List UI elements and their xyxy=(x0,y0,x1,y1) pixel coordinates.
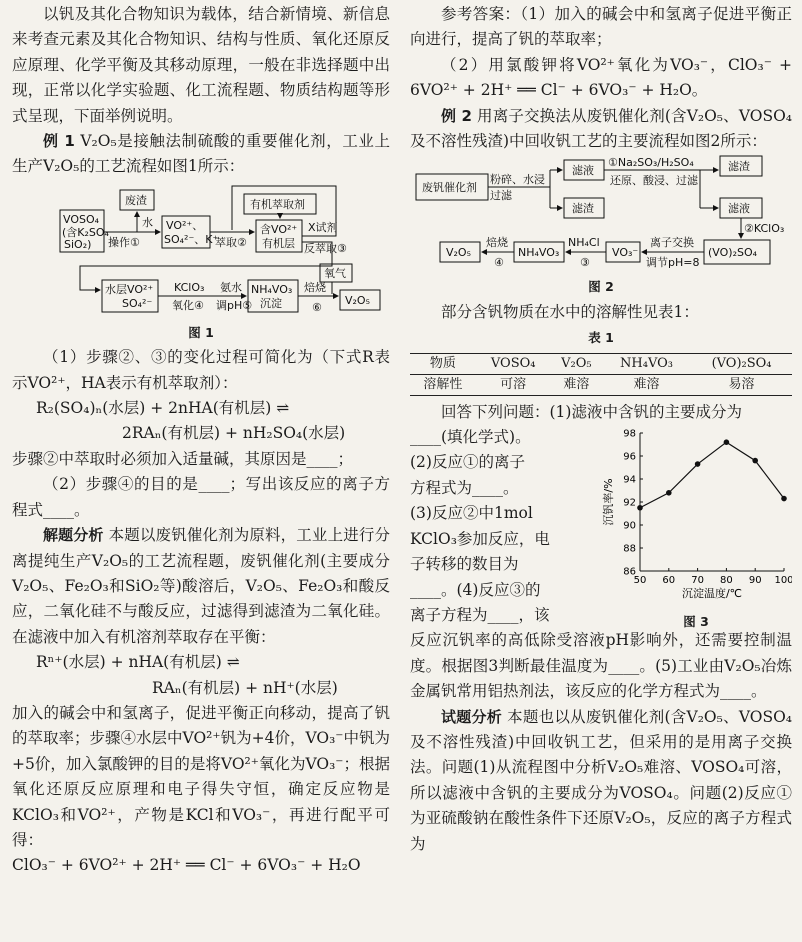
fig2-step1: ①Na₂SO₃/H₂SO₄ xyxy=(608,156,694,170)
fig1-o2: 氧气 xyxy=(324,266,346,280)
question2-text: （2）步骤④的目的是____；写出该反应的离子方程式____。 xyxy=(12,475,390,519)
figure2-flowchart xyxy=(410,154,792,299)
answer-label: 参考答案： xyxy=(441,5,521,23)
answer2-text: （2）用氯酸钾将VO²⁺氧化为VO₃⁻，ClO₃⁻ + 6VO²⁺ + 2H⁺ ══ Cl⁻ + 6VO₃⁻ + H₂O。 xyxy=(410,55,792,100)
questions-wrapped xyxy=(410,425,550,628)
x-tick-label: 50 xyxy=(633,575,647,587)
equation2-line1: Rⁿ⁺(水层) + nHA(有机层) ⇌ xyxy=(36,653,240,672)
table-header-cell: VOSO₄ xyxy=(476,353,551,374)
example2-paragraph xyxy=(410,104,792,155)
fig2-nh4vo3: NH₄VO₃ xyxy=(518,246,560,260)
fig1-voso4-1: VOSO₄ xyxy=(63,212,100,226)
y-axis-label: 沉钒率/% xyxy=(602,478,615,526)
question1-text: （1）步骤②、③的变化过程可简化为（下式R表示VO²⁺，HA表示有机萃取剂）： xyxy=(12,348,390,392)
fig1-v2o5: V₂O₅ xyxy=(345,293,371,307)
answer-paragraph xyxy=(410,2,792,53)
table-header-cell: V₂O₅ xyxy=(551,353,602,374)
analysis-continued: 加入的碱会中和氢离子，促进平衡正向移动，提高了钒的萃取率；步骤④水层中VO²⁺钒为+4价，VO₃⁻中钒为+5价，加入氯酸钾的目的是将VO²⁺氧化为VO₃⁻；根据氧化还原反应原理和电子得失守恒，确定反应物是KClO₃和VO²⁺，产物是KCl和VO₃⁻，再进行配平可得： xyxy=(12,703,390,849)
fig1-feiza: 废渣 xyxy=(125,193,147,207)
question1-reason: 步骤②中萃取时必须加入适量碱，其原因是____； xyxy=(12,449,354,468)
analysis-text: 本题以废钒催化剂为原料，工业上进行分离提纯生产V₂O₅的工艺流程题，废钒催化剂(主要成分V₂O₅、Fe₂O₃和SiO₂等)酸溶后，V₂O₅、Fe₂O₃和酸反应，二氧化硅不与酸反应，过滤得到滤渣为二氧化硅。在滤液中加入有机溶剂萃取存在平衡： xyxy=(12,526,390,646)
fig1-ox4: 氧化④ xyxy=(172,298,204,312)
table-cell: 易溶 xyxy=(691,374,792,395)
data-point xyxy=(781,496,787,502)
x-tick-label: 70 xyxy=(691,575,704,587)
question-line: ____(填化学式)。 xyxy=(410,428,531,447)
table-header-cell: NH₄VO₃ xyxy=(602,353,691,374)
fig1-rev3: 反萃取③ xyxy=(304,241,347,255)
figure1-flowchart xyxy=(12,180,390,345)
data-point xyxy=(724,439,730,445)
fig2-step1b: 还原、酸浸、过滤 xyxy=(610,174,698,188)
questions-with-chart xyxy=(410,425,792,628)
table-header-cell: (VO)₂SO₄ xyxy=(691,353,792,374)
table-cell: 难溶 xyxy=(602,374,691,395)
fig1-organic: 有机萃取剂 xyxy=(250,197,305,211)
fig1-ext2: 萃取② xyxy=(215,235,247,249)
example1-label: 例 1 xyxy=(43,132,75,151)
question-line: KClO₃参加反应，电 xyxy=(410,529,550,548)
fig2-lv2: 滤液 xyxy=(728,202,750,216)
fig2-step4: ④ xyxy=(494,256,504,270)
fig1-ph5: 调pH⑤ xyxy=(216,298,253,312)
fig2-lz1: 滤渣 xyxy=(572,202,594,216)
fig2-calc: 焙烧 xyxy=(486,236,508,250)
data-point xyxy=(637,505,643,511)
table1-caption: 表 1 xyxy=(588,330,614,346)
question-line: 离子方程为____，该 xyxy=(410,605,550,624)
fig2-filter: 过滤 xyxy=(490,189,512,203)
fig1-op1: 操作① xyxy=(108,235,140,249)
example2-text: 用离子交换法从废钒催化剂(含V₂O₅、VOSO₄及不溶性残渣)中回收钒工艺的主要流程如图2所示： xyxy=(410,106,792,151)
y-tick-label: 94 xyxy=(623,474,636,486)
example2-label: 例 2 xyxy=(441,106,472,125)
data-point xyxy=(752,458,758,464)
intro-paragraph: 以钒及其化合物知识为载体，结合新情境、新信息来考查元素及其化合物知识、结构与性质、氧化还原反应原理、化学平衡及其移动原理，一般在非选择题中出现，正常以化学实验题、化工流程题、物质结构题等形式呈现，下面举例说明。 xyxy=(12,5,390,125)
y-tick-label: 88 xyxy=(623,543,636,555)
fig1-nh4vo3-1: NH₄VO₃ xyxy=(251,282,293,296)
table-intro: 部分含钒物质在水中的溶解性见表1： xyxy=(441,302,699,321)
fig1-kclo3: KClO₃ xyxy=(174,280,205,294)
left-column xyxy=(12,2,390,879)
fig2-lv1: 滤液 xyxy=(572,164,594,178)
example1-text: V₂O₅是接触法制硫酸的重要催化剂，工业上生产V₂O₅的工艺流程如图1所示： xyxy=(12,132,390,176)
fig1-aq-2: SO₄²⁻ xyxy=(122,296,153,310)
y-tick-label: 92 xyxy=(623,497,636,509)
solubility-table xyxy=(410,353,792,396)
fig2-vo3: VO₃⁻ xyxy=(612,246,639,260)
fig1-xreag: X试剂 xyxy=(308,220,338,234)
analysis2-paragraph xyxy=(410,705,792,857)
question-line: 子转移的数目为 xyxy=(410,555,519,574)
x-tick-label: 90 xyxy=(748,575,762,587)
fig2-v2o5: V₂O₅ xyxy=(446,246,472,260)
table-header-cell: 物质 xyxy=(410,353,476,374)
x-axis-label: 沉淀温度/℃ xyxy=(681,587,743,600)
fig1-voso4-2: (含K₂SO₄ xyxy=(62,225,109,239)
figure3-caption: 图 3 xyxy=(683,614,709,630)
series-line xyxy=(640,442,784,508)
equation1-line2: 2RAₙ(有机层) + nH₂SO₄(水层) xyxy=(122,424,346,443)
fig2-feifan: 废钒催化剂 xyxy=(422,181,477,195)
question-line: 方程式为____。 xyxy=(410,478,519,497)
fig1-water: 水 xyxy=(142,215,153,229)
figure1-caption: 图 1 xyxy=(188,324,214,340)
table-cell: 难溶 xyxy=(551,374,602,395)
x-tick-label: 80 xyxy=(720,575,733,587)
data-point xyxy=(695,461,701,467)
right-column xyxy=(410,2,792,857)
table-cell: 可溶 xyxy=(476,374,551,395)
fig1-hanv-1: 含VO²⁺ xyxy=(260,222,298,236)
figure2-caption: 图 2 xyxy=(588,279,614,295)
fig1-vo2-2: SO₄²⁻、K⁺ xyxy=(164,232,219,246)
figure1-svg xyxy=(12,180,390,320)
analysis-label: 解题分析 xyxy=(43,526,104,545)
answer1-text: （1）加入的碱会中和氢离子促进平衡正向进行，提高了钒的萃取率； xyxy=(410,5,792,49)
example1-paragraph xyxy=(12,129,390,180)
fig2-ionex: 离子交换 xyxy=(650,236,694,250)
analysis2-label: 试题分析 xyxy=(441,707,502,726)
fig1-calc: 焙烧 xyxy=(304,280,326,294)
y-tick-label: 98 xyxy=(623,428,636,440)
analysis-paragraph xyxy=(12,523,390,650)
fig2-kclo3: ②KClO₃ xyxy=(744,222,785,236)
data-point xyxy=(666,490,672,496)
fig1-step6: ⑥ xyxy=(312,300,322,314)
fig1-nh4vo3-2: 沉淀 xyxy=(260,296,282,310)
question-line: (2)反应①的离子 xyxy=(410,453,525,472)
fig2-voso42: (VO)₂SO₄ xyxy=(708,246,758,260)
y-tick-label: 90 xyxy=(623,520,636,532)
figure3-svg xyxy=(600,425,792,599)
figure3-chart xyxy=(600,425,792,635)
fig2-crush: 粉碎、水浸 xyxy=(490,173,545,187)
fig2-lz2: 滤渣 xyxy=(728,160,750,174)
table-cell: 溶解性 xyxy=(410,374,476,395)
fig1-vo2-1: VO²⁺、 xyxy=(166,218,204,232)
y-tick-label: 86 xyxy=(623,566,636,578)
figure2-svg xyxy=(410,154,792,274)
table-row xyxy=(410,374,792,395)
fig2-ph: 调节pH=8 xyxy=(646,256,700,270)
questions-intro: 回答下列问题：(1)滤液中含钒的主要成分为 xyxy=(441,402,742,421)
equation2-line2: RAₙ(有机层) + nH⁺(水层) xyxy=(152,678,338,697)
question-line: (3)反应②中1mol xyxy=(410,504,533,523)
fig2-step3: ③ xyxy=(580,256,590,270)
equation1-line1: R₂(SO₄)ₙ(水层) + 2nHA(有机层) ⇌ xyxy=(36,399,290,418)
x-tick-label: 60 xyxy=(662,575,676,587)
x-tick-label: 100 xyxy=(774,575,792,587)
fig2-nh4cl: NH₄Cl xyxy=(568,236,600,250)
fig1-hanv-2: 有机层 xyxy=(262,236,295,250)
fig1-voso4-3: SiO₂) xyxy=(64,237,92,251)
analysis2-text: 本题也以从废钒催化剂(含V₂O₅、VOSO₄及不溶性残渣)中回收钒工艺，但采用的是用离子交换法。问题(1)从流程图中分析V₂O₅难溶、VOSO₄可溶，所以滤液中含钒的主要成分为VOSO₄。问题(2)反应①为亚硫酸钠在酸性条件下还原V₂O₅，反应的离子方程式为 xyxy=(410,707,792,853)
fig1-aq-1: 水层VO²⁺ xyxy=(105,282,154,296)
table-header-row xyxy=(410,353,792,374)
fig1-ammonia: 氨水 xyxy=(220,280,242,294)
equation3: ClO₃⁻ + 6VO²⁺ + 2H⁺ ══ Cl⁻ + 6VO₃⁻ + H₂O xyxy=(12,856,361,875)
question-line: ____。(4)反应③的 xyxy=(410,580,541,599)
y-tick-label: 96 xyxy=(623,451,636,463)
questions-rest: 反应沉钒率的高低除受溶液pH影响外，还需要控制温度。根据图3判断最佳温度为____。(5)工业由V₂O₅冶炼金属钒常用铝热剂法，该反应的化学方程式为____。 xyxy=(410,631,792,701)
